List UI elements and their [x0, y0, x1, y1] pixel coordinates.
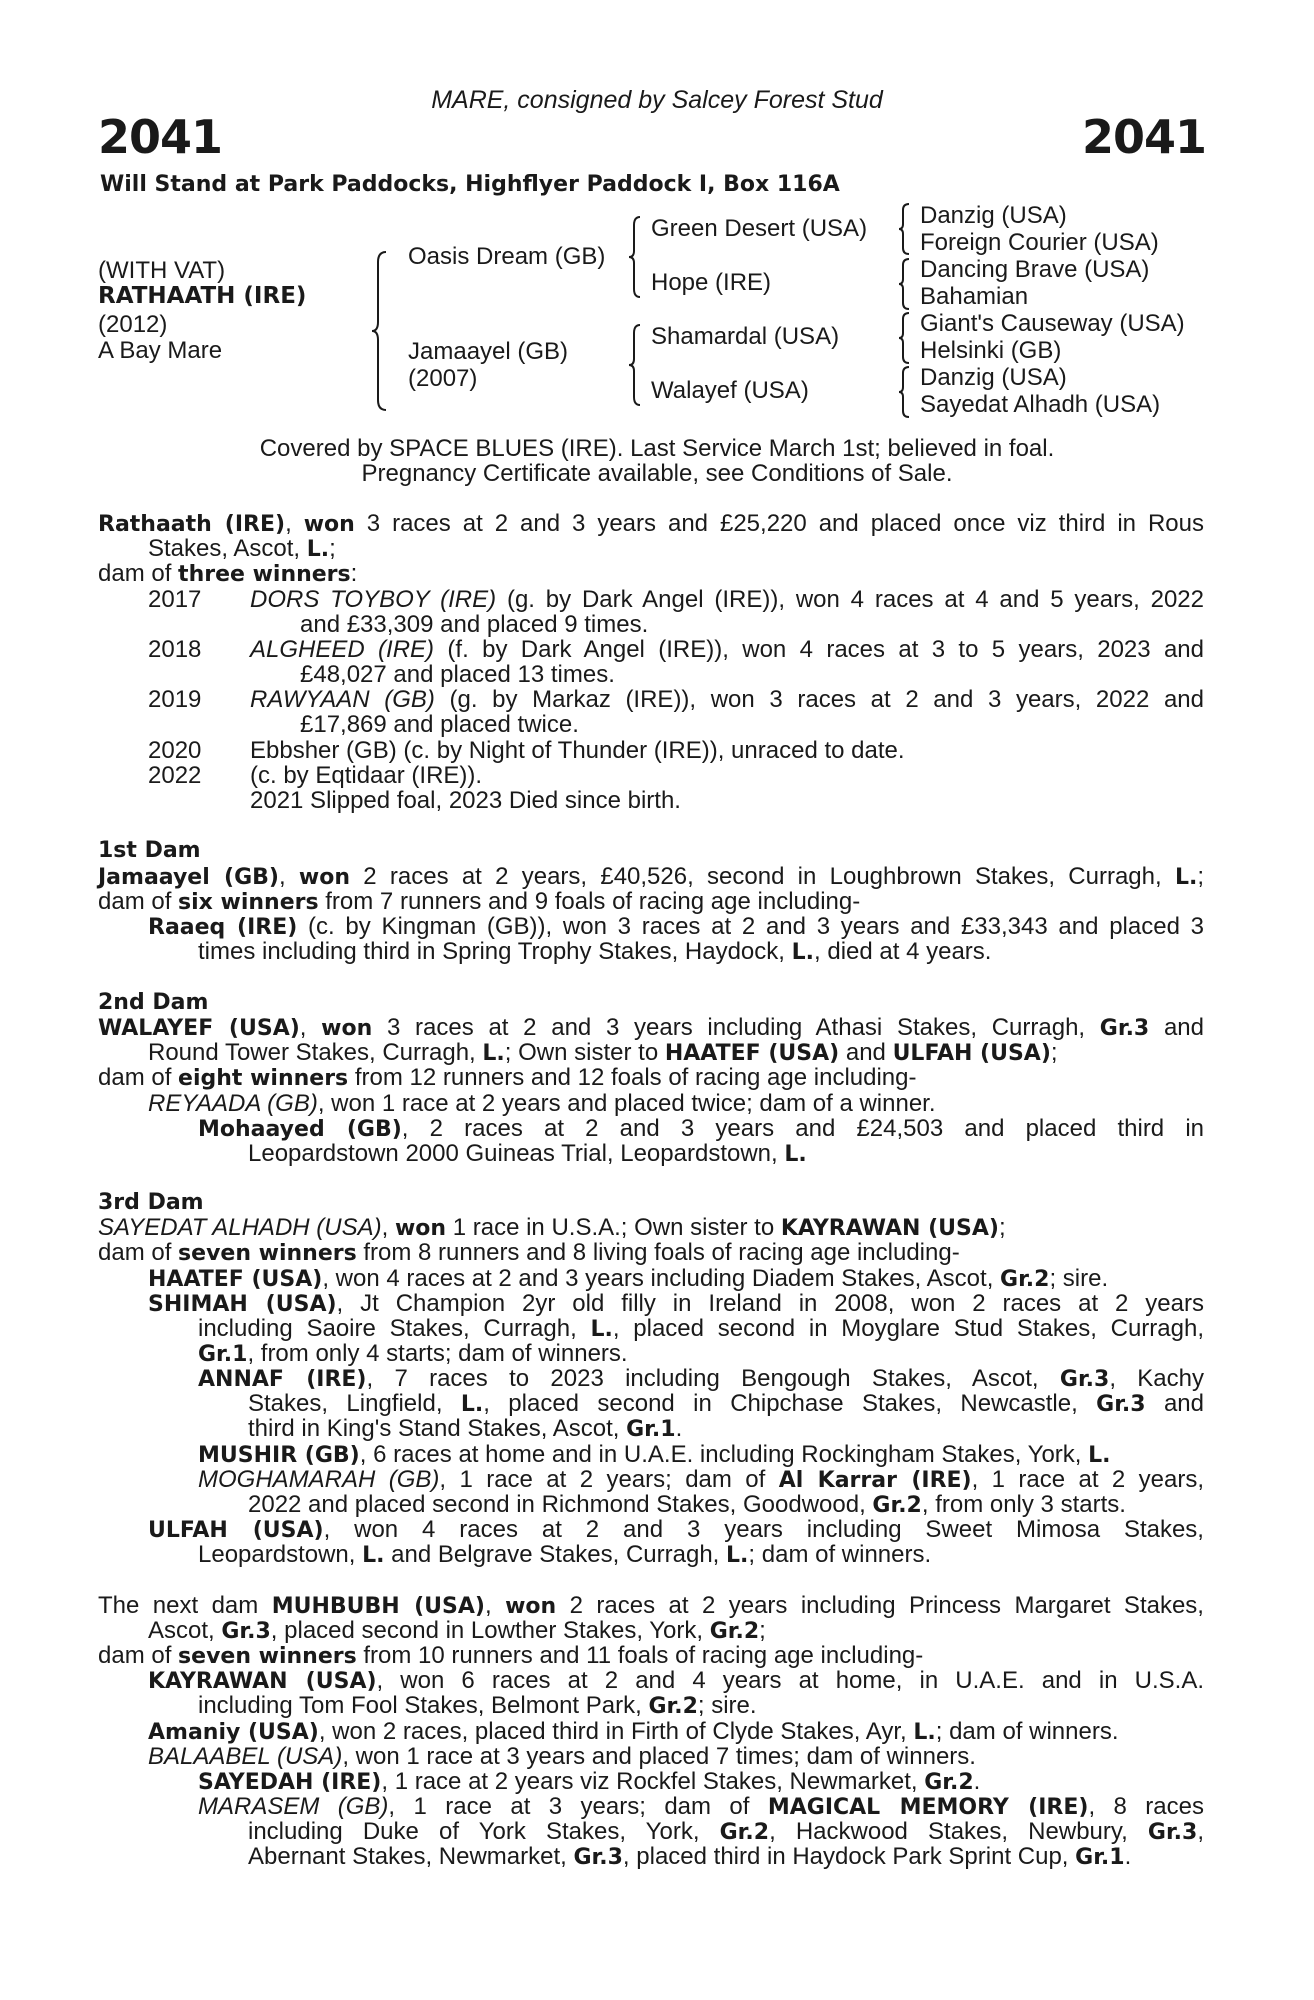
sire-sire: Green Desert (USA): [651, 215, 868, 242]
dam-year: (2007): [408, 365, 478, 392]
horse-year: (2012): [98, 311, 168, 338]
pedigree-brace-sd: [897, 257, 911, 311]
ped-dds: Danzig (USA): [920, 364, 1067, 391]
consignment-line: MARE, consigned by Salcey Forest Stud: [431, 86, 883, 114]
produce-2018: ALGHEED (IRE) (f. by Dark Angel (IRE)), won 4 races at 3 to 5 years, 2023 and: [250, 636, 1205, 663]
pedigree-brace-ss: [897, 202, 911, 256]
third-dam-heading: 3rd Dam: [98, 1190, 204, 1215]
ped-ssd: Foreign Courier (USA): [920, 229, 1159, 256]
stand-location: Will Stand at Park Paddocks, Highflyer Paddock I, Box 116A: [100, 172, 840, 197]
ped-dsd: Helsinki (GB): [920, 337, 1062, 364]
ped-ddd: Sayedat Alhadh (USA): [920, 391, 1161, 418]
lot-number-left: 2041: [98, 110, 223, 164]
dam-dam: Walayef (USA): [651, 377, 809, 404]
ped-sds: Dancing Brave (USA): [920, 256, 1150, 283]
ped-sss: Danzig (USA): [920, 202, 1067, 229]
ped-dss: Giant's Causeway (USA): [920, 310, 1185, 337]
sire-dam: Hope (IRE): [651, 269, 772, 296]
produce-2020: Ebbsher (GB) (c. by Night of Thunder (IRE)), unraced to date.: [250, 737, 905, 764]
ped-sdd: Bahamian: [920, 283, 1029, 310]
pedigree-brace-sire: [627, 215, 643, 299]
pedigree-brace-ds: [897, 311, 911, 365]
first-dam-heading: 1st Dam: [98, 838, 201, 863]
pedigree-brace-dd: [897, 365, 911, 419]
pedigree-brace-dam: [627, 323, 643, 407]
second-dam-heading: 2nd Dam: [98, 990, 209, 1015]
horse-name: RATHAATH (IRE): [98, 283, 307, 309]
lot-number-right: 2041: [1081, 110, 1206, 164]
dam-sire: Shamardal (USA): [651, 323, 840, 350]
horse-description: A Bay Mare: [98, 337, 223, 364]
produce-2019: RAWYAAN (GB) (g. by Markaz (IRE)), won 3 races at 2 and 3 years, 2022 and: [250, 686, 1204, 713]
dam-name: Jamaayel (GB): [408, 338, 569, 365]
produce-2017: DORS TOYBOY (IRE) (g. by Dark Angel (IRE)), won 4 races at 4 and 5 years, 2022: [250, 586, 1204, 613]
dam-record-line: Rathaath (IRE), won 3 races at 2 and 3 years and £25,220 and placed once viz third in Rous: [98, 510, 1205, 537]
pregnancy-line: Pregnancy Certificate available, see Conditions of Sale.: [361, 460, 953, 487]
pedigree-brace-main: [370, 250, 390, 412]
produce-2022: (c. by Eqtidaar (IRE)).: [250, 762, 483, 789]
sire-name: Oasis Dream (GB): [408, 243, 606, 270]
vat-label: (WITH VAT): [98, 257, 226, 284]
covered-line: Covered by SPACE BLUES (IRE). Last Service March 1st; believed in foal.: [259, 435, 1055, 462]
